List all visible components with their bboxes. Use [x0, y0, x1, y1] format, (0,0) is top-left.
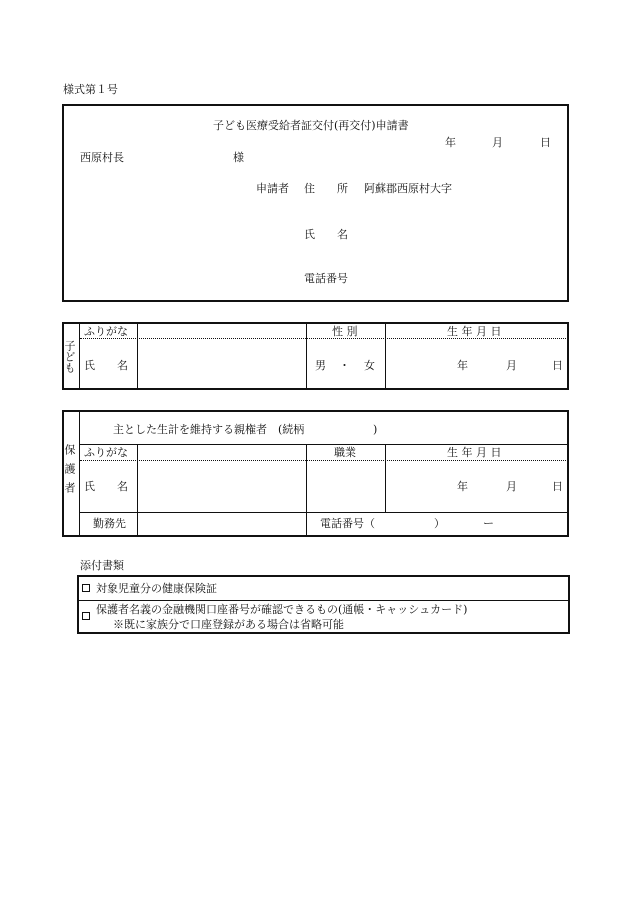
guardian-name-label: 氏 名 — [84, 480, 128, 493]
form-title: 子ども医療受給者証交付(再交付)申請書 — [213, 119, 409, 132]
child-birth-month-label: 月 — [506, 359, 517, 372]
attachment-bank-note: ※既に家族分で口座登録がある場合は省略可能 — [113, 618, 344, 631]
child-birthdate-header: 生 年 月 日 — [447, 325, 502, 338]
form-number: 様式第１号 — [63, 83, 118, 96]
attachment-insurance-label: 対象児童分の健康保険証 — [96, 582, 217, 595]
applicant-name-label: 氏 名 — [304, 228, 348, 241]
applicant-label: 申請者 — [256, 182, 289, 195]
child-birth-day-label: 日 — [552, 359, 563, 372]
guardian-phone-dash: ー — [483, 517, 494, 530]
guardian-main-line: 主とした生計を維持する親権者 (続柄 — [113, 423, 305, 436]
gender-separator: ・ — [339, 359, 350, 372]
date-year-label: 年 — [445, 136, 456, 149]
guardian-furigana-label: ふりがな — [84, 446, 128, 459]
child-gender-header: 性 別 — [332, 325, 358, 338]
applicant-address-value: 阿蘇郡西原村大字 — [364, 182, 452, 195]
guardian-birthdate-header: 生 年 月 日 — [447, 446, 502, 459]
gender-female-option[interactable]: 女 — [364, 359, 375, 372]
child-birth-year-label: 年 — [457, 359, 468, 372]
child-side-label: 子ども — [63, 340, 76, 373]
guardian-phone-close: ） — [434, 517, 445, 530]
guardian-workplace-label: 勤務先 — [93, 517, 126, 530]
attachment-checkbox-insurance[interactable] — [82, 584, 90, 592]
guardian-side-label: 保護者 — [63, 444, 76, 501]
guardian-birth-day-label: 日 — [552, 480, 563, 493]
applicant-address-label: 住 所 — [304, 182, 348, 195]
date-day-label: 日 — [540, 136, 551, 149]
guardian-relationship-close: ) — [373, 423, 378, 436]
addressee: 西原村長 — [80, 151, 124, 164]
attachment-checkbox-bank[interactable] — [82, 612, 90, 620]
addressee-honorific: 様 — [233, 151, 244, 164]
guardian-birth-month-label: 月 — [506, 480, 517, 493]
guardian-phone-label: 電話番号（ — [320, 517, 375, 530]
attachment-bank-label: 保護者名義の金融機関口座番号が確認できるもの(通帳・キャッシュカード) — [96, 603, 468, 616]
guardian-birth-year-label: 年 — [457, 480, 468, 493]
child-name-label: 氏 名 — [84, 359, 128, 372]
attachments-heading: 添付書類 — [80, 559, 124, 572]
gender-male-option[interactable]: 男 — [315, 359, 326, 372]
child-furigana-label: ふりがな — [84, 325, 128, 338]
date-month-label: 月 — [492, 136, 503, 149]
guardian-occupation-header: 職業 — [334, 446, 356, 459]
applicant-phone-label: 電話番号 — [304, 272, 348, 285]
